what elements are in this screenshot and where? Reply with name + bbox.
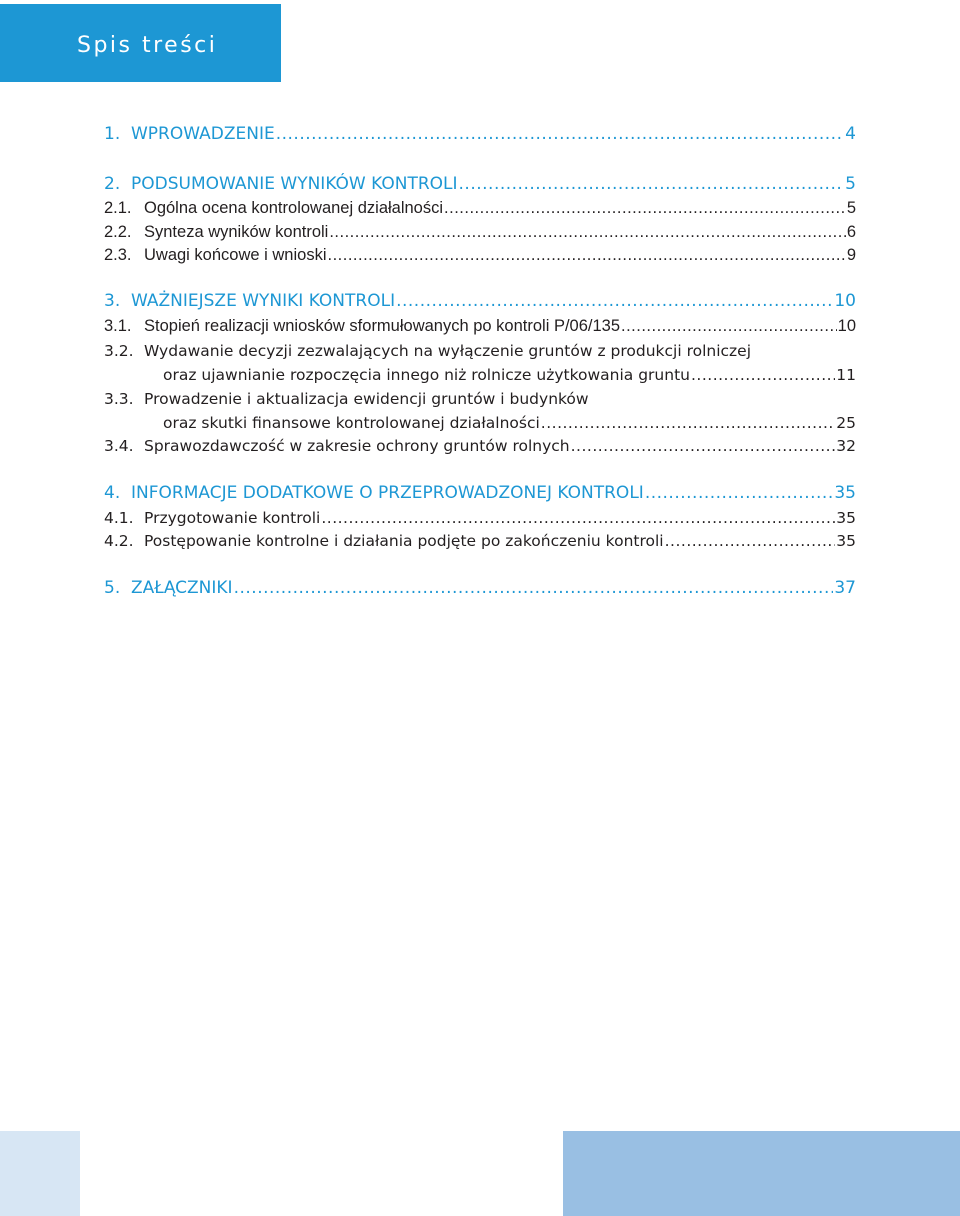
toc-page: 11	[836, 366, 856, 384]
toc-page: 35	[834, 483, 856, 503]
toc-page: 25	[836, 414, 856, 432]
toc-page: 5	[846, 199, 856, 217]
header-banner	[0, 4, 281, 82]
toc-number: 3.2.	[104, 342, 134, 360]
toc-title: Uwagi końcowe i wnioski	[144, 246, 327, 264]
toc-title-continued: oraz skutki finansowe kontrolowanej działalności	[163, 414, 540, 432]
toc-title: Postępowanie kontrolne i działania podjęte po zakończeniu kontroli	[144, 532, 664, 550]
toc-number: 3.1.	[104, 317, 132, 335]
toc-title-continued: oraz ujawnianie rozpoczęcia innego niż rolnicze użytkowania gruntu	[163, 366, 690, 384]
toc-number: 2.3.	[104, 246, 132, 264]
toc-entry-4-2[interactable]	[104, 532, 856, 550]
toc-title: Prowadzenie i aktualizacja ewidencji gruntów i budynków	[144, 390, 589, 408]
leader-dots	[571, 437, 836, 455]
toc-title: Sprawozdawczość w zakresie ochrony gruntów rolnych	[144, 437, 570, 455]
toc-title: PODSUMOWANIE WYNIKÓW KONTROLI	[131, 174, 458, 194]
toc-page: 35	[836, 509, 856, 527]
toc-entry-2-2[interactable]	[104, 223, 856, 242]
toc-entry-3-1[interactable]	[104, 317, 856, 336]
toc-entry-3-2[interactable]	[104, 342, 856, 360]
toc-entry-4-1[interactable]	[104, 509, 856, 527]
leader-dots	[541, 414, 835, 432]
leader-dots	[396, 291, 833, 311]
toc-number: 5.	[104, 578, 121, 598]
leader-dots	[691, 366, 835, 384]
toc-title: Wydawanie decyzji zezwalających na wyłączenie gruntów z produkcji rolniczej	[144, 342, 752, 360]
toc-title: INFORMACJE DODATKOWE O PRZEPROWADZONEJ KONTROLI	[131, 483, 644, 503]
toc-number: 2.	[104, 174, 121, 194]
toc-title: Stopień realizacji wniosków sformułowanych po kontroli P/06/135	[144, 317, 620, 335]
leader-dots	[645, 483, 834, 503]
toc-entry-3-4[interactable]	[104, 437, 856, 455]
leader-dots	[329, 223, 845, 242]
toc-entry-3-3[interactable]	[104, 390, 856, 408]
toc-page: 35	[836, 532, 856, 550]
leader-dots	[234, 578, 834, 598]
toc-number: 3.	[104, 291, 121, 311]
toc-number: 2.2.	[104, 223, 132, 241]
toc-title: ZAŁĄCZNIKI	[131, 578, 233, 598]
toc-number: 3.3.	[104, 390, 134, 408]
toc-page: 6	[846, 223, 856, 241]
toc-entry-2-1[interactable]	[104, 199, 856, 218]
toc-title: WAŻNIEJSZE WYNIKI KONTROLI	[131, 291, 396, 311]
footer-block-right	[563, 1131, 960, 1216]
toc-title: Przygotowanie kontroli	[144, 509, 321, 527]
toc-title: WPROWADZENIE	[131, 124, 275, 144]
toc-page: 4	[845, 124, 856, 144]
toc-page: 5	[845, 174, 856, 194]
leader-dots	[444, 199, 846, 218]
toc-page: 10	[837, 317, 856, 335]
footer-block-left	[0, 1131, 80, 1216]
toc-title: Ogólna ocena kontrolowanej działalności	[144, 199, 444, 217]
toc-entry-5[interactable]	[104, 578, 856, 598]
toc-number: 2.1.	[104, 199, 132, 217]
toc-entry-1[interactable]	[104, 124, 856, 144]
toc-entry-2[interactable]	[104, 174, 856, 194]
toc-number: 4.1.	[104, 509, 134, 527]
toc-entry-3[interactable]	[104, 291, 856, 311]
toc-number: 1.	[104, 124, 121, 144]
toc-number: 4.	[104, 483, 121, 503]
leader-dots	[276, 124, 844, 144]
leader-dots	[321, 509, 835, 527]
toc-entry-2-3[interactable]	[104, 246, 856, 265]
page-title: Spis treści	[77, 33, 218, 58]
leader-dots	[621, 317, 837, 336]
toc-title: Synteza wyników kontroli	[144, 223, 329, 241]
leader-dots	[665, 532, 836, 550]
toc-entry-4[interactable]	[104, 483, 856, 503]
toc-page: 10	[834, 291, 856, 311]
toc-entry-3-2-cont[interactable]	[163, 366, 856, 384]
toc-number: 4.2.	[104, 532, 134, 550]
toc-entry-3-3-cont[interactable]	[163, 414, 856, 432]
toc-page: 9	[846, 246, 856, 264]
leader-dots	[328, 246, 846, 265]
leader-dots	[459, 174, 845, 194]
toc-page: 37	[834, 578, 856, 598]
toc-page: 32	[836, 437, 856, 455]
toc-number: 3.4.	[104, 437, 134, 455]
